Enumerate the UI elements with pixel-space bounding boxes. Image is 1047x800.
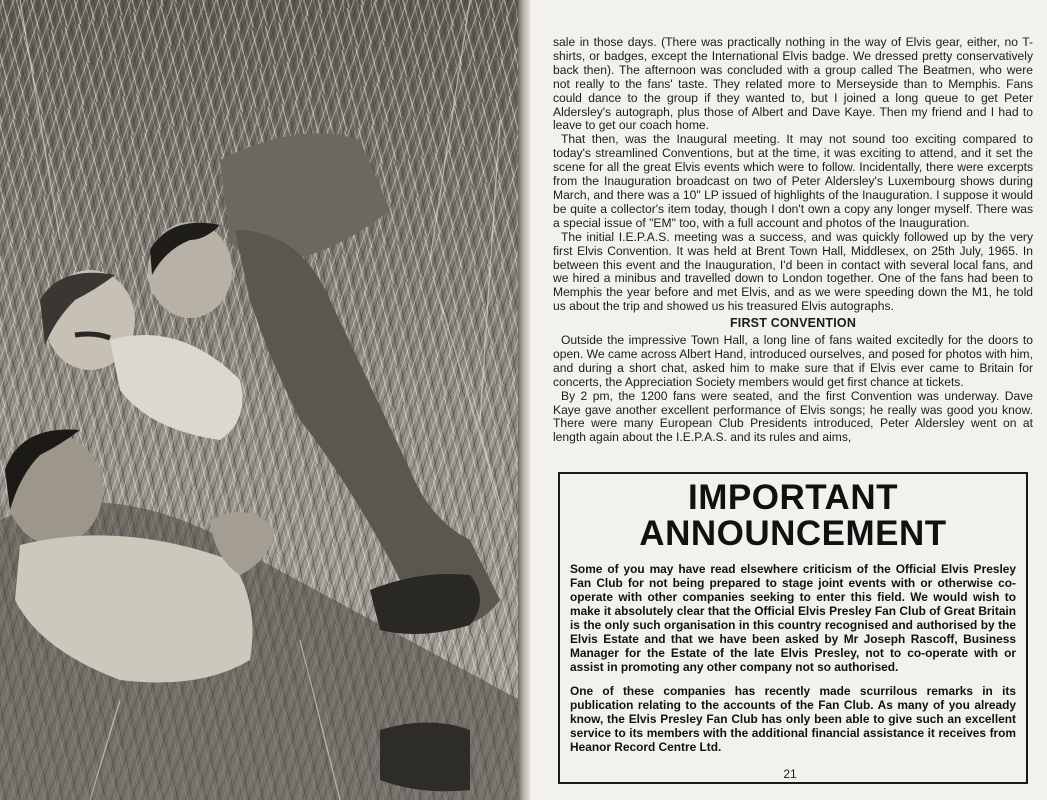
right-page (530, 0, 1047, 800)
article-paragraph: That then, was the Inaugural meeting. It may not sound too exciting compared to today's streamlined Conventions, but at the time, it was exciting to attend, and it set the scene for all the great Elvis events which were to follow. Incidentally, there were excerpts from the Inauguration broadcast on two of Peter Aldersley's Luxembourg shows during March, and there was a 10" LP issued of highlights of the Inauguration. I suppose it would be quite a collector's item today, though I don't own a copy any longer myself. There was a special issue of "EM" too, with a full account and photos of the Inauguration. (553, 132, 1033, 230)
section-heading: FIRST CONVENTION (729, 316, 857, 331)
important-announcement-box (558, 472, 1028, 784)
announcement-paragraph: One of these companies has recently made scurrilous remarks in its publication relating to the accounts of the Fan Club. As many of you already know, the Elvis Presley Fan Club has only been able to give such an excellent service to its members with the additional financial assistance it receives from Heanor Record Centre Ltd. (570, 684, 1016, 754)
page-number: 21 (783, 767, 797, 781)
article-paragraph: sale in those days. (There was practically nothing in the way of Elvis gear, either, no T-shirts, or badges, except the International Elvis badge. We dressed pretty conservatively back then). The afternoon was concluded with a group called The Beatmen, who were not really to the fans' taste. They related more to Merseyside than to Memphis. Fans could dance to the group if they wanted to, but I joined a long queue to get Peter Aldersley's autograph, plus those of Albert and Dave Kaye. Then my friend and I had to leave to get our coach home. (553, 35, 1033, 133)
film-still-photo (0, 0, 520, 800)
announcement-title (570, 480, 1016, 552)
article-paragraph: By 2 pm, the 1200 fans were seated, and the first Convention was underway. Dave Kaye gave another excellent performance of Elvis songs; he really was good you know. There were many European Club Presidents introduced, Peter Aldersley went on at length again about the I.E.P.A.S. and its rules and aims, (553, 388, 1033, 445)
article-paragraph: The initial I.E.P.A.S. meeting was a success, and was quickly followed up by the very first Elvis Convention. It was held at Brent Town Hall, Middlesex, on 25th July, 1965. In between this event and the Inauguration, I'd been in contact with several local fans, and we hired a minibus and travelled down to London together. One of the fans had been to Memphis the year before and met Elvis, and as we were speeding down the M1, he told us about the trip and showed us his treasured Elvis autographs. (553, 229, 1033, 314)
announcement-paragraph: Some of you may have read elsewhere criticism of the Official Elvis Presley Fan Club for not being prepared to stage joint events with or otherwise co-operate with other companies seeking to enter this field. We would wish to make it absolutely clear that the Official Elvis Presley Fan Club of Great Britain is the only such organisation in this country recognised and authorised by the Elvis Estate and that we have been asked by Mr Joseph Rascoff, Business Manager for the Estate of the late Elvis Presley, not to co-operate with or assist in promoting any other company not so authorised. (570, 562, 1016, 674)
left-page-photo (0, 0, 520, 800)
article-text (553, 36, 1033, 445)
announcement-body (570, 562, 1016, 754)
announcement-title-line: IMPORTANT (688, 478, 898, 517)
article-paragraph: Outside the impressive Town Hall, a long line of fans waited excitedly for the doors to open. We came across Albert Hand, introduced ourselves, and posed for photos with him, and during a short chat, asked him to make sure that if Elvis ever came to Britain for concerts, the Appreciation Society members would get first chance at tickets. (553, 333, 1033, 389)
announcement-title-line: ANNOUNCEMENT (639, 514, 947, 553)
